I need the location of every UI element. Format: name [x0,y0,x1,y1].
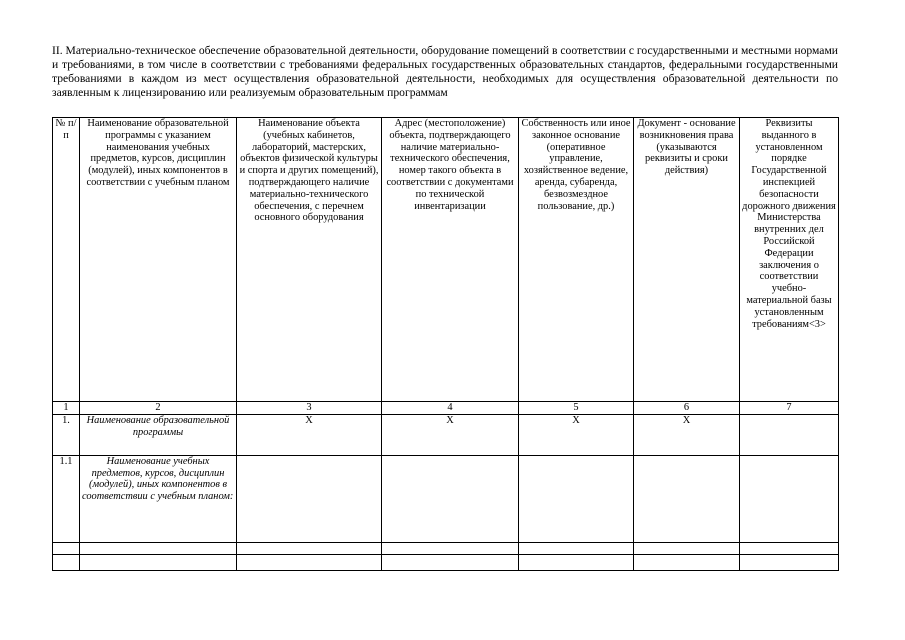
address-cell: X [382,414,519,455]
ownership-cell: X [519,414,634,455]
empty-cell [53,554,80,570]
empty-cell [634,554,740,570]
empty-cell [80,554,237,570]
header-address: Адрес (местоположение) объекта, подтверждающего наличие материально-технического обеспечения, номер такого объекта в соответствии с документами по технической инвентаризации [382,118,519,402]
column-number: 6 [634,402,740,415]
column-number: 3 [237,402,382,415]
column-number: 7 [740,402,839,415]
program-name-cell: Наименование образовательной программы [80,414,237,455]
empty-cell [740,554,839,570]
table-header-row [53,118,839,402]
ownership-cell [519,455,634,542]
empty-cell [634,542,740,554]
gibdd-cell [740,414,839,455]
header-gibdd-conclusion: Реквизиты выданного в установленном порядке Государственной инспекцией безопасности дорожного движения Министерства внутренних дел Российской Федерации заключения о соответствии учебно-материальной базы установленным требованиям<3> [740,118,839,402]
object-name-cell: X [237,414,382,455]
empty-cell [237,542,382,554]
table-row [53,414,839,455]
column-number-row [53,402,839,415]
empty-cell [382,554,519,570]
empty-cell [382,542,519,554]
empty-cell [53,542,80,554]
document-cell [634,455,740,542]
header-program-name: Наименование образовательной программы с указанием наименования учебных предметов, курсов, дисциплин (модулей), иных компонентов в соответствии с учебным планом [80,118,237,402]
table-row [53,455,839,542]
empty-table-row [53,542,839,554]
address-cell [382,455,519,542]
header-ownership: Собственность или иное законное основание (оперативное управление, хозяйственное ведение, аренда, субаренда, безвозмездное пользование, др.) [519,118,634,402]
column-number: 2 [80,402,237,415]
header-number: № п/п [53,118,80,402]
document-cell: X [634,414,740,455]
row-number: 1.1 [53,455,80,542]
empty-cell [80,542,237,554]
empty-cell [740,542,839,554]
empty-table-row [53,554,839,570]
empty-cell [519,542,634,554]
empty-cell [519,554,634,570]
material-support-table [52,117,839,571]
column-number: 4 [382,402,519,415]
header-document: Документ - основание возникновения права (указываются реквизиты и сроки действия) [634,118,740,402]
empty-cell [237,554,382,570]
header-object-name: Наименование объекта (учебных кабинетов, лабораторий, мастерских, объектов физической культуры и спорта и других помещений), подтверждающего наличие материально-технического обеспечения, с перечнем основного оборудования [237,118,382,402]
section-heading: II. Материально-техническое обеспечение образовательной деятельности, оборудование помещений в соответствии с государственными и местными нормами и требованиями, в том числе в соответствии с требованиями федеральных государственных образовательных стандартов, федеральными государственными требованиями в каждом из мест осуществления образовательной деятельности, необходимых для осуществления образовательной деятельности по заявленным к лицензированию или реализуемым образовательным программам [52,44,838,99]
object-name-cell [237,455,382,542]
gibdd-cell [740,455,839,542]
row-number: 1. [53,414,80,455]
column-number: 5 [519,402,634,415]
subjects-cell: Наименование учебных предметов, курсов, дисциплин (модулей), иных компонентов в соответствии с учебным планом: [80,455,237,542]
column-number: 1 [53,402,80,415]
